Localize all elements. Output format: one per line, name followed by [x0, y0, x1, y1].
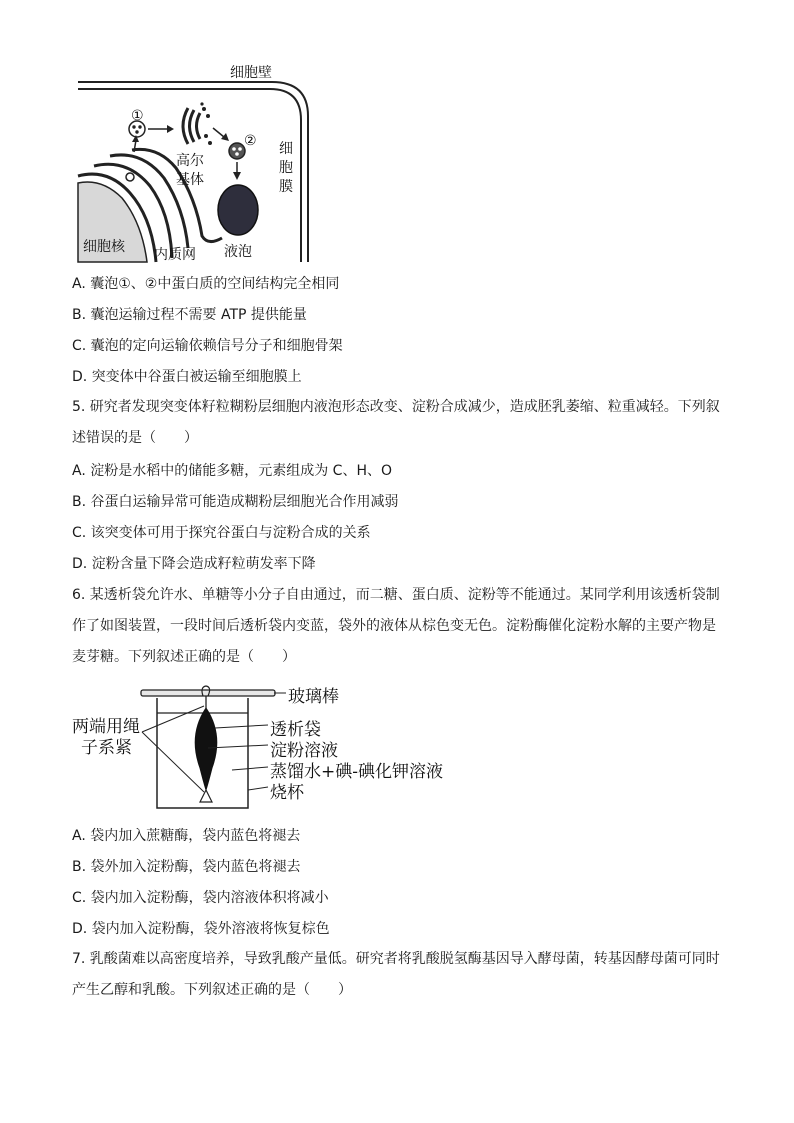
golgi-label-2: 基体 — [176, 172, 204, 188]
cell-diagram — [72, 58, 332, 263]
q5-stem: 5. 研究者发现突变体籽粒糊粉层细胞内液泡形态改变、淀粉合成减少，造成胚乳萎缩、粒重减轻。下列叙述错误的是（ ） — [72, 399, 720, 446]
q6-option-c: C. 袋内加入淀粉酶，袋内溶液体积将减小 — [72, 890, 329, 906]
q5-option-b: B. 谷蛋白运输异常可能造成糊粉层细胞光合作用减弱 — [72, 494, 399, 510]
cell-wall-label: 细胞壁 — [230, 65, 272, 81]
rope-label-1: 两端用绳 — [72, 717, 140, 737]
q4-option-c: C. 囊泡的定向运输依赖信号分子和细胞骨架 — [72, 338, 343, 354]
q6-option-d: D. 袋内加入淀粉酶，袋外溶液将恢复棕色 — [72, 921, 330, 937]
vacuole-label: 液泡 — [224, 244, 252, 260]
beaker-label: 烧杯 — [270, 783, 304, 803]
q4-option-a: A. 囊泡①、②中蛋白质的空间结构完全相同 — [72, 276, 340, 292]
q6-stem: 6. 某透析袋允许水、单糖等小分子自由通过，而二糖、蛋白质、淀粉等不能通过。某同学利用该透析袋制作了如图装置，一段时间后透析袋内变蓝，袋外的液体从棕色变无色。淀粉酶催化淀粉水解的主要产物是麦芽糖。下列叙述正确的是（ ） — [72, 587, 720, 665]
q5-option-c: C. 该突变体可用于探究谷蛋白与淀粉合成的关系 — [72, 525, 371, 541]
q4-option-d: D. 突变体中谷蛋白被运输至细胞膜上 — [72, 369, 302, 385]
rope-label-2: 子系紧 — [81, 738, 132, 758]
starch-solution-label: 淀粉溶液 — [270, 741, 338, 761]
q4-option-b: B. 囊泡运输过程不需要 ATP 提供能量 — [72, 307, 307, 323]
vesicle-2-label: ② — [244, 133, 257, 149]
er-label: 内质网 — [154, 247, 196, 263]
q6-option-a: A. 袋内加入蔗糖酶，袋内蓝色将褪去 — [72, 828, 301, 844]
cell-membrane-label-2: 胞 — [279, 160, 293, 176]
dialysis-bag-label: 透析袋 — [270, 720, 321, 740]
q6-option-b: B. 袋外加入淀粉酶，袋内蓝色将褪去 — [72, 859, 301, 875]
cell-membrane-label-3: 膜 — [279, 179, 293, 195]
golgi-label-1: 高尔 — [176, 153, 204, 169]
q5-option-a: A. 淀粉是水稻中的储能多糖，元素组成为 C、H、O — [72, 463, 393, 479]
nucleus-label: 细胞核 — [83, 239, 125, 255]
vesicle-1-label: ① — [131, 108, 144, 124]
q5-option-d: D. 淀粉含量下降会造成籽粒萌发率下降 — [72, 556, 316, 572]
q7-stem: 7. 乳酸菌难以高密度培养，导致乳酸产量低。研究者将乳酸脱氢酶基因导入酵母菌，转基因酵母菌可同时产生乙醇和乳酸。下列叙述正确的是（ ） — [72, 951, 720, 998]
cell-membrane-label-1: 细 — [279, 141, 293, 157]
glass-rod-label: 玻璃棒 — [288, 687, 339, 707]
dialysis-diagram — [72, 680, 462, 812]
iodine-solution-label: 蒸馏水+碘-碘化钾溶液 — [270, 762, 443, 782]
